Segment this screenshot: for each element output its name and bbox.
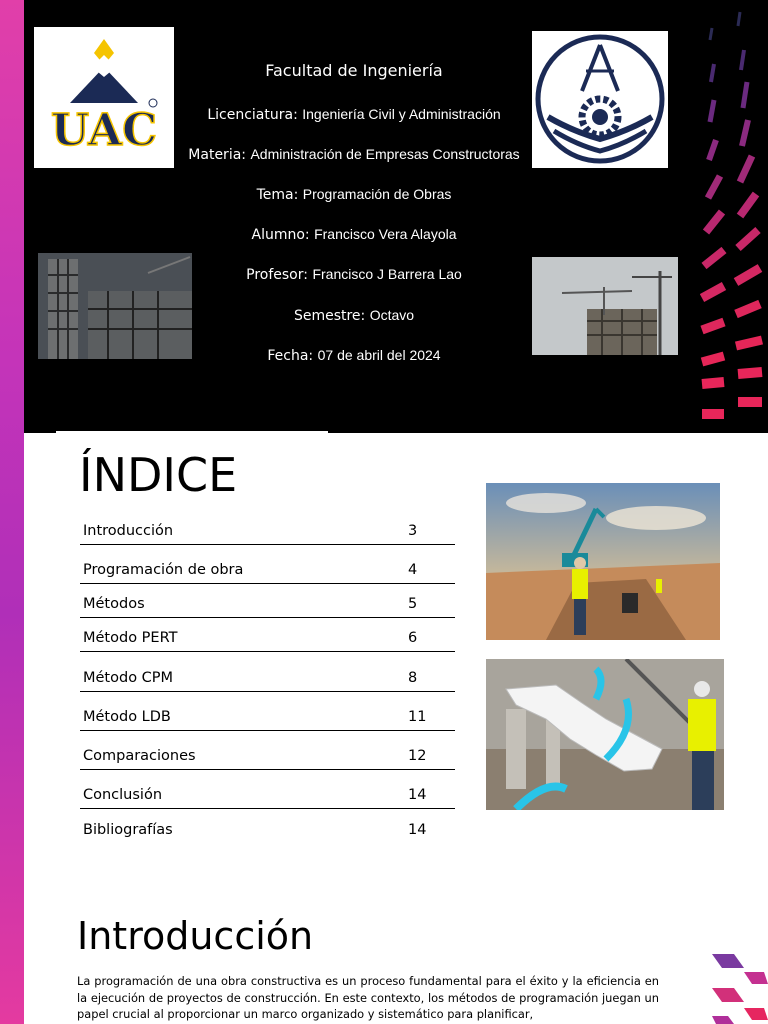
- toc-row[interactable]: [80, 731, 455, 770]
- semester-label: Semestre:: [293, 308, 366, 324]
- professor-label: Profesor:: [246, 267, 308, 283]
- date-value: 07 de abril del 2024: [317, 347, 441, 363]
- toc-label: Método PERT: [83, 630, 178, 646]
- construction-crane-photo-right: [532, 257, 678, 355]
- semester-line: [174, 306, 534, 325]
- toc-page: 4: [408, 562, 418, 578]
- decorative-stripes-right: [700, 0, 768, 433]
- toc-page: 8: [408, 670, 418, 686]
- intro-title: Introducción: [77, 914, 314, 958]
- toc-page: 6: [408, 630, 418, 646]
- cover-divider: [56, 431, 328, 433]
- index-title: ÍNDICE: [79, 448, 238, 502]
- toc-row[interactable]: [80, 618, 455, 652]
- uac-logo-text: UAC: [50, 105, 158, 156]
- student-value: Francisco Vera Alayola: [314, 226, 457, 242]
- uac-logo: [34, 27, 174, 168]
- toc-row[interactable]: [80, 652, 455, 692]
- toc-row[interactable]: [80, 809, 455, 843]
- degree-value: Ingeniería Civil y Administración: [302, 106, 501, 122]
- subject-label: Materia:: [188, 147, 246, 163]
- faculty-title: Facultad de Ingeniería: [265, 61, 443, 80]
- toc-page: 14: [408, 822, 427, 838]
- toc-row[interactable]: [80, 770, 455, 809]
- toc-page: 12: [408, 748, 427, 764]
- topic-label: Tema:: [256, 187, 299, 203]
- toc-page: 11: [408, 709, 427, 725]
- table-of-contents: [80, 510, 455, 843]
- toc-label: Introducción: [83, 523, 174, 539]
- construction-building-photo-left: [38, 253, 192, 359]
- decorative-stripes-bottom: [706, 950, 768, 1024]
- subject-value: Administración de Empresas Constructoras: [250, 146, 520, 162]
- semester-value: Octavo: [369, 307, 415, 323]
- intro-paragraph: La programación de una obra constructiva es un proceso fundamental para el éxito y la eficiencia en la ejecución de proyectos de construcción. En este contexto, los métodos de programación juegan un papel crucial al proporcionar un marco organizado y sistemático para planificar,: [77, 974, 659, 1021]
- toc-label: Método CPM: [83, 670, 174, 686]
- subject-line: [174, 145, 534, 164]
- cover-section: [24, 0, 768, 433]
- toc-row[interactable]: [80, 510, 455, 545]
- student-line: [174, 225, 534, 244]
- toc-row[interactable]: [80, 545, 455, 584]
- toc-page: 5: [408, 596, 418, 612]
- toc-label: Bibliografías: [83, 822, 173, 838]
- toc-label: Comparaciones: [83, 748, 196, 764]
- date-line: [174, 346, 534, 365]
- toc-label: Programación de obra: [83, 562, 244, 578]
- toc-label: Métodos: [83, 596, 145, 612]
- toc-label: Conclusión: [83, 787, 163, 803]
- toc-label: Método LDB: [83, 709, 171, 725]
- toc-page: 14: [408, 787, 427, 803]
- topic-line: [174, 185, 534, 204]
- toc-row[interactable]: [80, 692, 455, 731]
- student-label: Alumno:: [251, 227, 310, 243]
- date-label: Fecha:: [267, 348, 314, 364]
- degree-line: [174, 105, 534, 124]
- faculty-seal-logo: [532, 31, 668, 168]
- mexico-map-worker-photo: [486, 659, 724, 810]
- left-accent-bar: [0, 0, 24, 1024]
- professor-line: [174, 265, 534, 284]
- professor-value: Francisco J Barrera Lao: [312, 266, 462, 282]
- excavator-site-photo: [486, 483, 720, 640]
- degree-label: Licenciatura:: [207, 107, 298, 123]
- toc-page: 3: [408, 523, 418, 539]
- topic-value: Programación de Obras: [302, 186, 452, 202]
- toc-row[interactable]: [80, 584, 455, 618]
